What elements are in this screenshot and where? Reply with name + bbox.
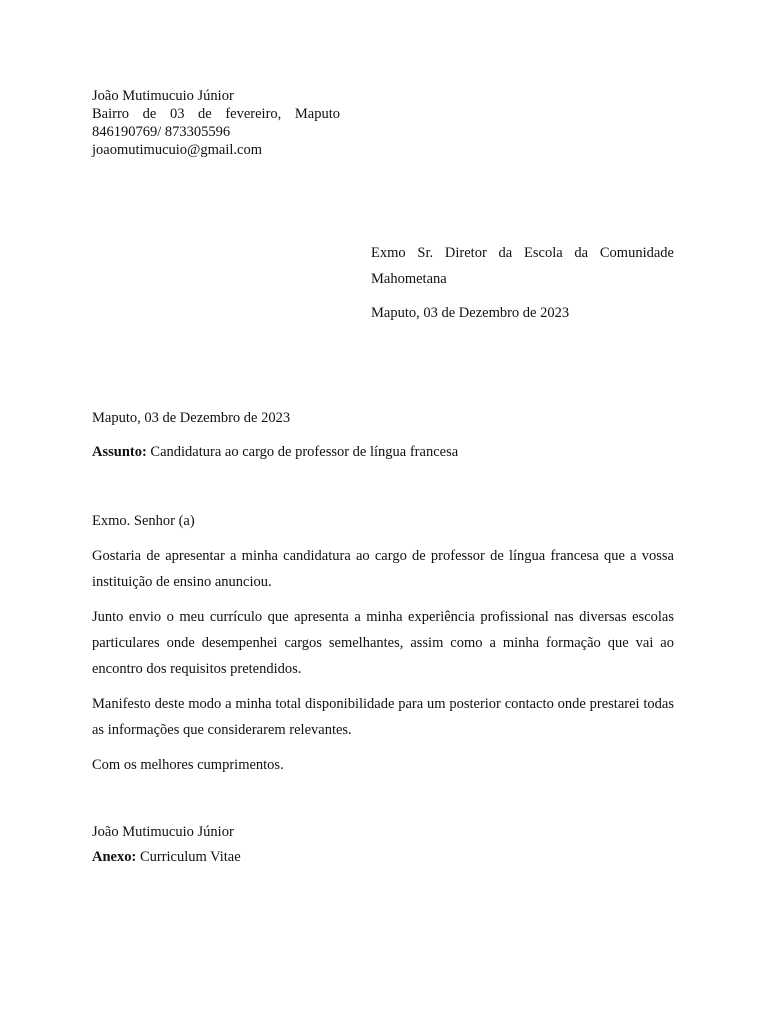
annex-label: Anexo:	[92, 849, 137, 865]
subject-label: Assunto:	[92, 444, 147, 460]
sender-email: joaomutimucuio@gmail.com	[92, 142, 263, 158]
recipient-addressee: Exmo Sr. Diretor da Escola da Comunidade Mahometana	[371, 245, 674, 287]
signature-name: João Mutimucuio Júnior	[92, 824, 234, 840]
annex-text: Curriculum Vitae	[136, 849, 241, 865]
greeting: Exmo. Senhor (a)	[92, 513, 195, 529]
paragraph-3: Manifesto deste modo a minha total disponibilidade para um posterior contacto onde prestarei todas as informações que considerarem relevantes.	[92, 696, 674, 738]
subject-text: Candidatura ao cargo de professor de língua francesa	[146, 444, 459, 460]
sender-address: Bairro de 03 de fevereiro, Maputo	[92, 106, 340, 122]
sender-name: João Mutimucuio Júnior	[92, 88, 234, 104]
closing-line: Com os melhores cumprimentos.	[92, 757, 284, 773]
paragraph-1: Gostaria de apresentar a minha candidatura ao cargo de professor de língua francesa que a vossa instituição de ensino anunciou.	[92, 548, 674, 590]
letter-body	[92, 405, 674, 778]
annex-line	[92, 845, 492, 870]
letter-date: Maputo, 03 de Dezembro de 2023	[92, 410, 291, 426]
recipient-date: Maputo, 03 de Dezembro de 2023	[371, 305, 570, 321]
recipient-block	[371, 240, 674, 326]
sender-phones: 846190769/ 873305596	[92, 124, 231, 140]
paragraph-2: Junto envio o meu currículo que apresenta a minha experiência profissional nas diversas escolas particulares onde desempenhei cargos semelhantes, assim como a minha formação que vai ao encontro dos requisitos pretendidos.	[92, 609, 674, 677]
sender-block	[92, 87, 340, 159]
signature-block	[92, 820, 492, 870]
subject-line	[92, 439, 674, 465]
